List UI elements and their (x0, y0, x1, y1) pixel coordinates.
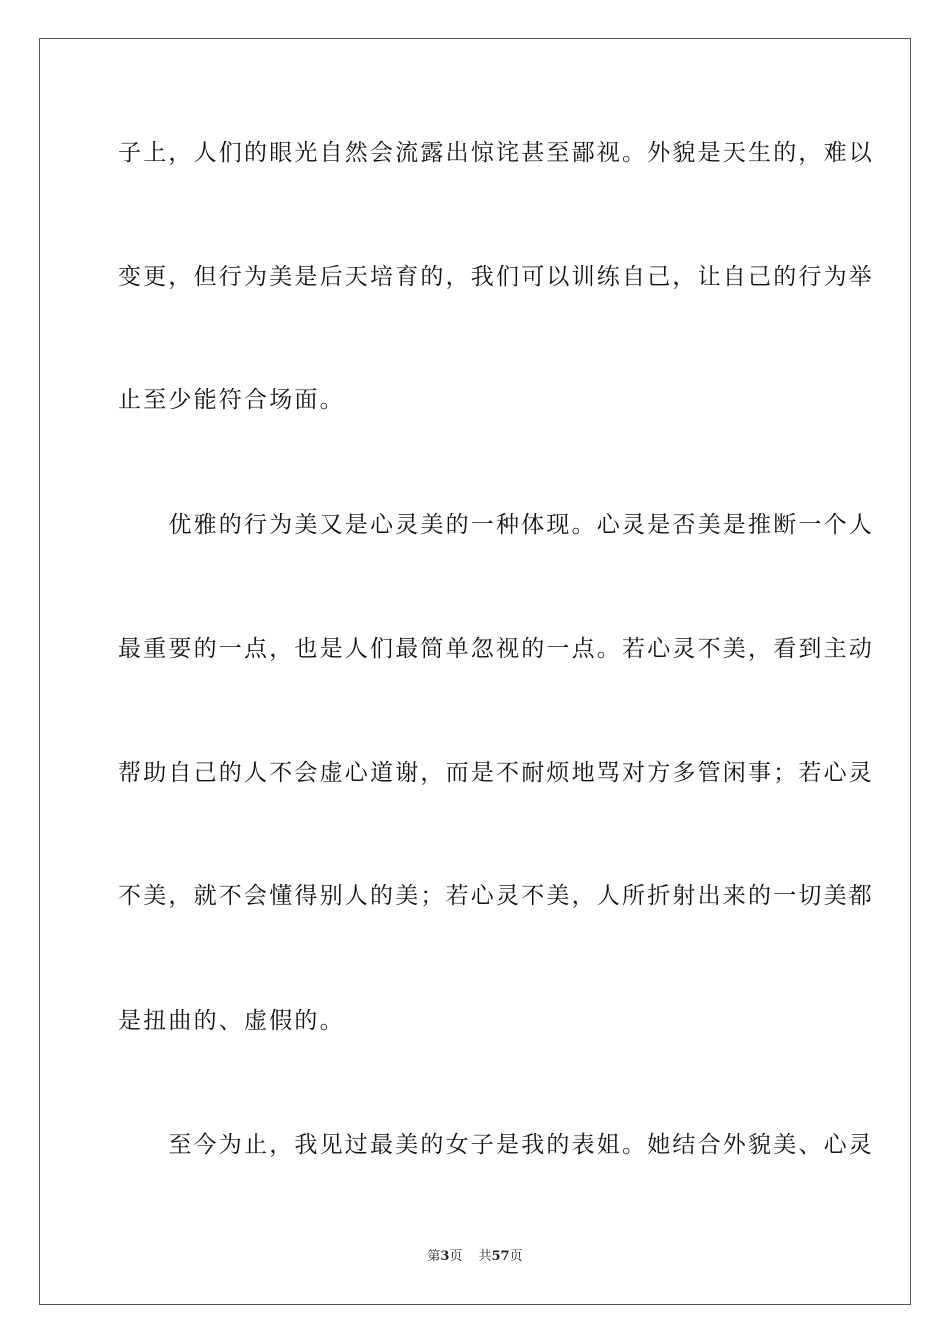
total-suffix: 页 (509, 1249, 523, 1264)
text-line-3: 止至少能符合场面。 (118, 387, 345, 413)
text-line-2: 变更，但行为美是后天培育的，我们可以训练自己，让自己的行为举 (118, 264, 874, 290)
total-prefix: 共 (478, 1249, 492, 1264)
text-line-9: 至今为止，我见过最美的女子是我的表姐。她结合外貌美、心灵 (118, 1132, 874, 1158)
text-line-4: 优雅的行为美又是心灵美的一种体现。心灵是否美是推断一个人 (118, 512, 874, 538)
current-page-number: 3 (440, 1249, 450, 1264)
page-border (39, 38, 911, 1305)
total-page-count: 57 (491, 1249, 510, 1264)
page-suffix: 页 (449, 1249, 463, 1264)
text-line-5: 最重要的一点，也是人们最简单忽视的一点。若心灵不美，看到主动 (118, 636, 874, 662)
text-line-7: 不美，就不会懂得别人的美；若心灵不美，人所折射出来的一切美都 (118, 883, 874, 909)
text-line-1: 子上，人们的眼光自然会流露出惊诧甚至鄙视。外貌是天生的，难以 (118, 140, 874, 166)
total-pages-indicator (478, 1248, 522, 1266)
page-footer (0, 1248, 950, 1266)
text-line-6: 帮助自己的人不会虚心道谢，而是不耐烦地骂对方多管闲事；若心灵 (118, 760, 874, 786)
page-indicator (427, 1248, 462, 1266)
text-line-8: 是扭曲的、虚假的。 (118, 1008, 345, 1034)
page-prefix: 第 (427, 1249, 441, 1264)
